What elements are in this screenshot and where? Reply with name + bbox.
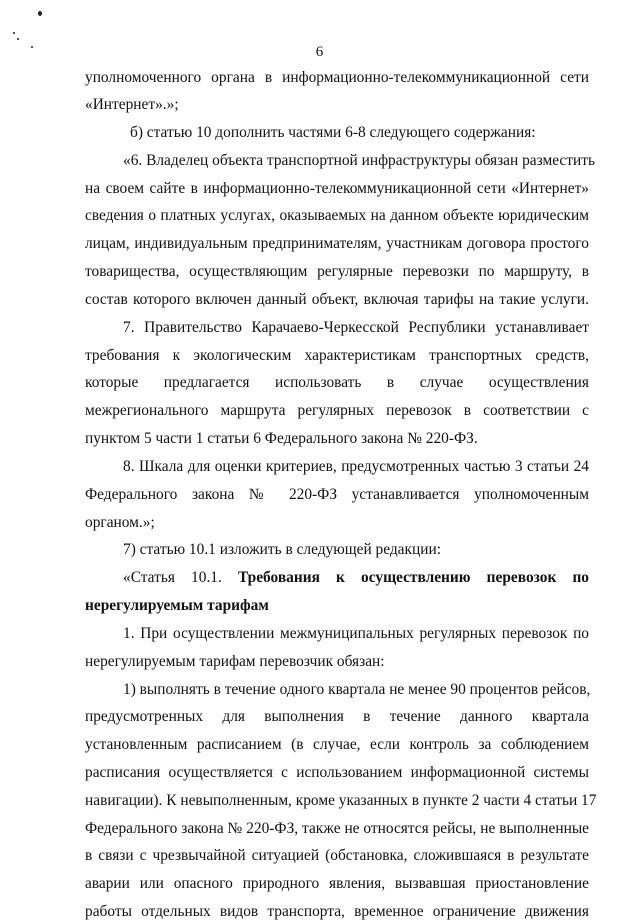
text-line: работы отдельных видов транспорта, временное ограничение движения [85,903,589,920]
text-line: Федерального закона № 220-ФЗ устанавливается уполномоченным [85,486,589,503]
text-line: органом.»; [85,514,155,531]
text-line: товарищества, осуществляющим регулярные перевозки по маршруту, в [85,263,589,280]
text-line: Федерального закона № 220-ФЗ, также не относятся рейсы, не выполненные [85,820,589,837]
text-line: в связи с чрезвычайной ситуацией (обстановка, сложившаяся в результате [85,847,589,864]
scan-speck [17,38,19,40]
article-heading-line [123,568,589,588]
text-line: навигации). К невыполненным, кроме указанных в пункте 2 части 4 статьи 17 [85,792,597,809]
article-number: «Статья 10.1. [123,569,222,586]
article-title: Требования к осуществлению перевозок по [237,569,590,586]
text-line: лицам, индивидуальным предпринимателям, участникам договора простого [85,235,589,252]
scan-speck [13,32,15,34]
text-line: которые предлагается использовать в случае осуществления [85,374,589,391]
text-line: «6. Владелец объекта транспортной инфраструктуры обязан разместить [123,152,595,169]
text-line: 8. Шкала для оценки критериев, предусмотренных частью 3 статьи 24 [123,458,589,475]
text-line: уполномоченного органа в информационно-телекоммуникационной сети [85,69,589,86]
text-line: «Интернет».»; [85,96,179,113]
text-line: 7) статью 10.1 изложить в следующей редакции: [123,541,441,558]
text-line: 1. При осуществлении межмуниципальных регулярных перевозок по [123,625,589,642]
text-line: 7. Правительство Карачаево-Черкесской Республики устанавливает [123,319,589,336]
text-line: б) статью 10 дополнить частями 6-8 следующего содержания: [130,124,536,141]
text-line: сведения о платных услугах, оказываемых на данном объекте юридическим [85,207,589,224]
text-line: пунктом 5 части 1 статьи 6 Федерального закона № 220-ФЗ. [85,430,478,447]
text-line: установленным расписанием (в случае, если контроль за соблюдением [85,736,589,753]
text-line: нерегулируемым тарифам перевозчик обязан: [85,653,385,670]
text-line: требования к экологическим характеристикам транспортных средств, [85,347,589,364]
text-line: аварии или опасного природного явления, вызвавшая приостановление [85,875,589,892]
page-number: 6 [315,44,324,60]
text-line: 1) выполнять в течение одного квартала не менее 90 процентов рейсов, [123,681,591,698]
scan-speck [38,11,42,16]
text-line: состав которого включен данный объект, включая тарифы на такие услуги. [85,291,589,308]
text-line: на своем сайте в информационно-телекоммуникационной сети «Интернет» [85,180,589,197]
text-line: расписания осуществляется с использованием информационной системы [85,764,589,781]
text-line: межрегионального маршрута регулярных перевозок в соответствии с [85,402,589,419]
text-line: предусмотренных для выполнения в течение данного квартала [85,708,589,725]
article-title-continued: нерегулируемым тарифам [85,597,269,614]
